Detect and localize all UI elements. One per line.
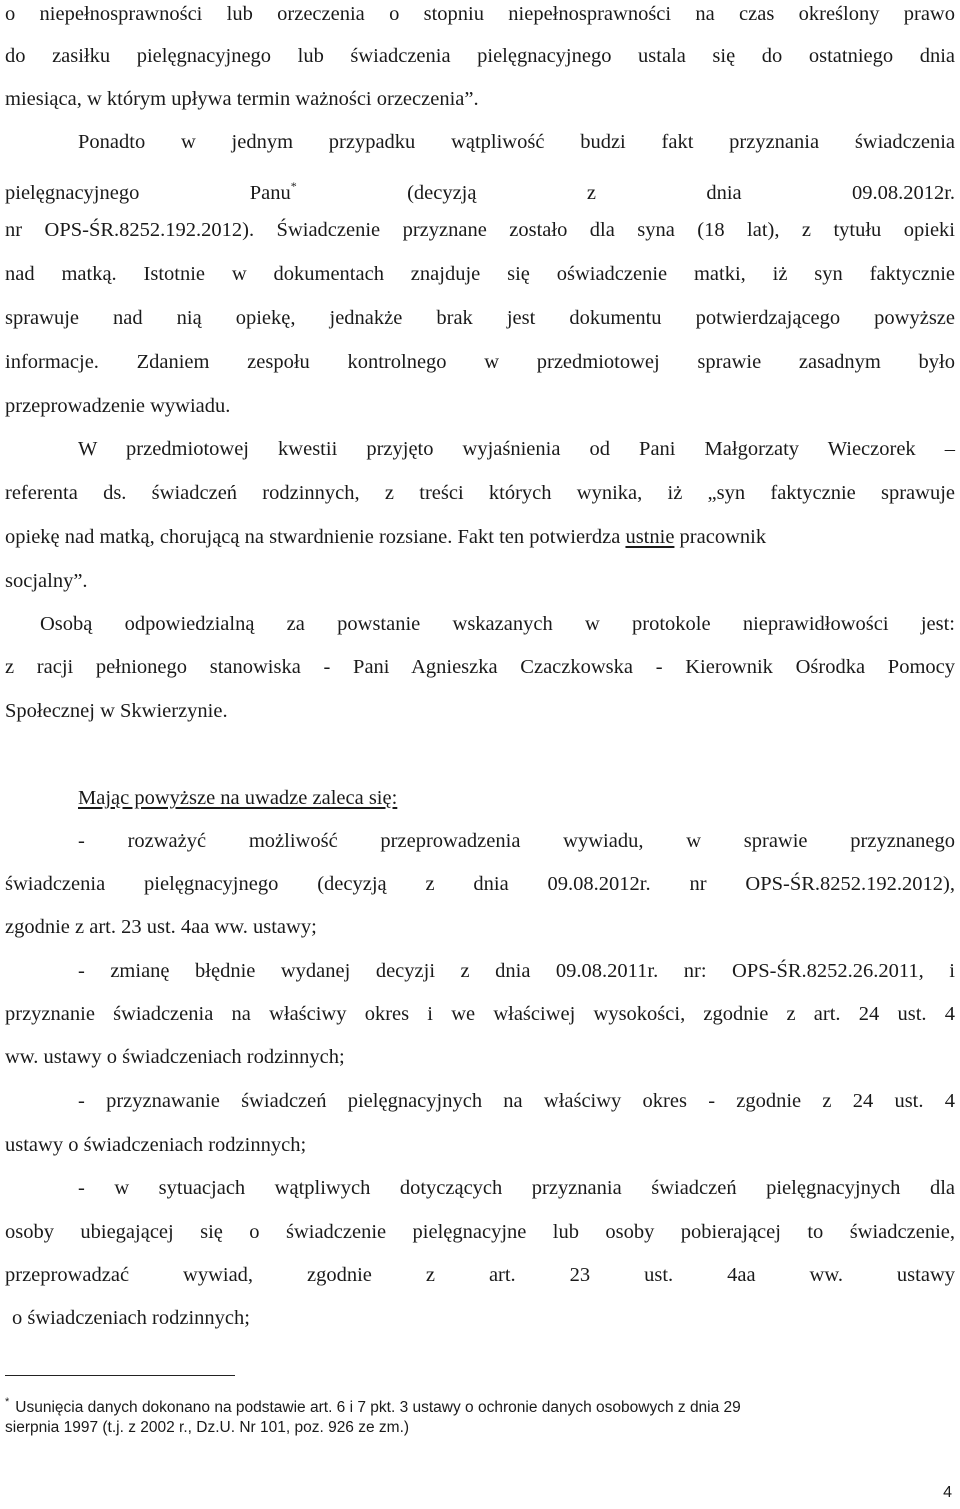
paragraph-line: przeprowadzenie wywiadu. — [5, 395, 231, 417]
underlined-word: ustnie — [625, 526, 675, 548]
footnote-separator — [5, 1375, 235, 1376]
recommendation-line: o świadczeniach rodzinnych; — [12, 1307, 250, 1329]
footnote-line — [5, 1391, 955, 1419]
recommendation-line: - zmianę błędnie wydanej decyzji z dnia 09.08.2011r. nr: OPS-ŚR.8252.26.2011, i — [78, 960, 955, 982]
paragraph-line: nr OPS-ŚR.8252.192.2012). Świadczenie przyznane zostało dla syna (18 lat), z tytułu opieki — [5, 219, 955, 241]
text-fragment: dnia — [706, 182, 742, 204]
paragraph-line: do zasiłku pielęgnacyjnego lub świadczenia pielęgnacyjnego ustala się do ostatniego dnia — [5, 45, 955, 67]
recommendation-line: przeprowadzać wywiad, zgodnie z art. 23 ust. 4aa ww. ustawy — [5, 1264, 955, 1286]
paragraph-line: referenta ds. świadczeń rodzinnych, z treści których wynika, iż „syn faktycznie sprawuje — [5, 482, 955, 504]
paragraph-line: informacje. Zdaniem zespołu kontrolnego w przedmiotowej sprawie zasadnym było — [5, 351, 955, 373]
paragraph-line: nad matką. Istotnie w dokumentach znajduje się oświadczenie matki, iż syn faktycznie — [5, 263, 955, 285]
footnote-marker: * — [5, 1396, 10, 1408]
recommendation-line: ww. ustawy o świadczeniach rodzinnych; — [5, 1046, 345, 1068]
recommendation-line: - przyznawanie świadczeń pielęgnacyjnych na właściwy okres - zgodnie z 24 ust. 4 — [78, 1090, 955, 1112]
recommendation-line: przyznanie świadczenia na właściwy okres i we właściwej wysokości, zgodnie z art. 24 ust. 4 — [5, 1003, 955, 1025]
paragraph-line: o niepełnosprawności lub orzeczenia o stopniu niepełnosprawności na czas określony prawo — [5, 3, 955, 25]
recommendation-line: ustawy o świadczeniach rodzinnych; — [5, 1134, 307, 1156]
text-fragment: opiekę nad matką, chorującą na stwardnienie rozsiane. Fakt ten potwierdza — [5, 526, 626, 548]
paragraph-line — [5, 172, 956, 204]
recommendation-line: - w sytuacjach wątpliwych dotyczących przyznania świadczeń pielęgnacyjnych dla — [78, 1177, 955, 1199]
section-heading: Mając powyższe na uwadze zaleca się: — [78, 787, 398, 809]
footnote-line: sierpnia 1997 (t.j. z 2002 r., Dz.U. Nr 101, poz. 926 ze zm.) — [5, 1419, 410, 1436]
text-fragment: Panu — [249, 182, 291, 204]
paragraph-line: Osobą odpowiedzialną za powstanie wskazanych w protokole nieprawidłowości jest: — [40, 613, 955, 635]
recommendation-line: zgodnie z art. 23 ust. 4aa ww. ustawy; — [5, 916, 317, 938]
paragraph-line — [5, 523, 955, 551]
footnote-text: Usunięcia danych dokonano na podstawie art. 6 i 7 pkt. 3 ustawy o ochronie danych osobowych z dnia 29 — [15, 1399, 741, 1416]
paragraph-line: socjalny”. — [5, 570, 88, 592]
text-fragment: pielęgnacyjnego — [5, 182, 140, 204]
text-fragment — [249, 179, 297, 204]
recommendation-line: świadczenia pielęgnacyjnego (decyzją z dnia 09.08.2012r. nr OPS-ŚR.8252.192.2012), — [5, 873, 955, 895]
paragraph-line: W przedmiotowej kwestii przyjęto wyjaśnienia od Pani Małgorzaty Wieczorek – — [78, 438, 955, 460]
text-fragment: pracownik — [674, 526, 767, 548]
footnote-marker: * — [290, 179, 297, 193]
paragraph-line: Ponadto w jednym przypadku wątpliwość budzi fakt przyznania świadczenia — [78, 131, 955, 153]
recommendation-line: osoby ubiegającej się o świadczenie pielęgnacyjne lub osoby pobierającej to świadczenie, — [5, 1221, 955, 1243]
paragraph-line: miesiąca, w którym upływa termin ważności orzeczenia”. — [5, 88, 479, 110]
paragraph-line: Społecznej w Skwierzynie. — [5, 700, 228, 722]
text-fragment: 09.08.2012r. — [851, 182, 956, 204]
text-fragment: (decyzją — [407, 182, 477, 204]
page-number: 4 — [943, 1484, 952, 1501]
paragraph-line: sprawuje nad nią opiekę, jednakże brak jest dokumentu potwierdzającego powyższe — [5, 307, 955, 329]
paragraph-line: z racji pełnionego stanowiska - Pani Agnieszka Czaczkowska - Kierownik Ośrodka Pomocy — [5, 656, 955, 678]
text-fragment: z — [586, 182, 596, 204]
recommendation-line: - rozważyć możliwość przeprowadzenia wywiadu, w sprawie przyznanego — [78, 830, 955, 852]
